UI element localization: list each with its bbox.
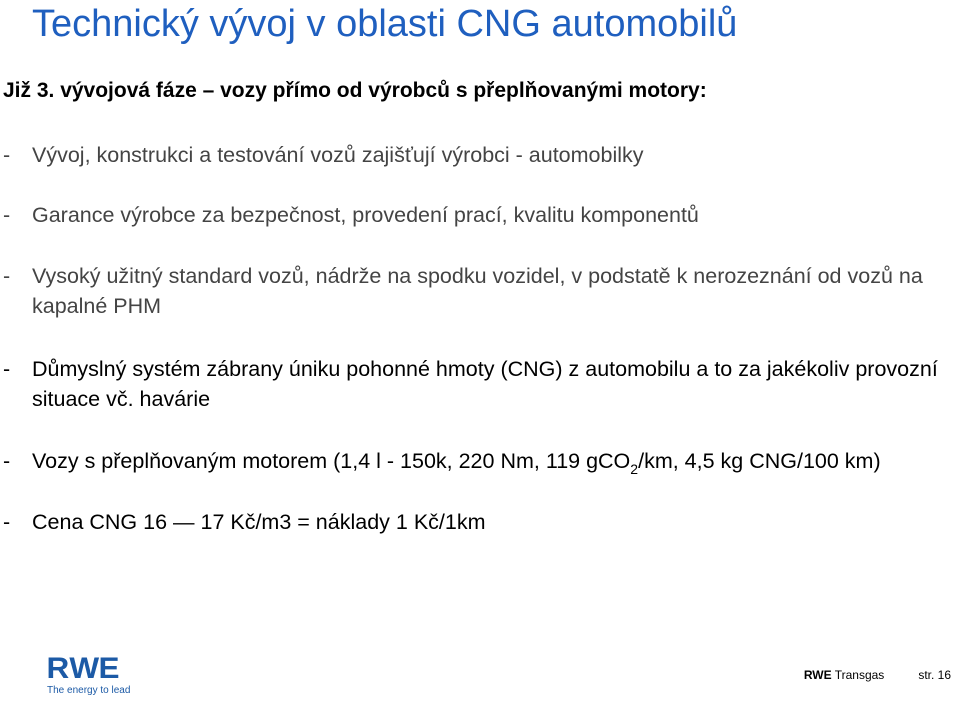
footer-company-rest: Transgas [831, 668, 885, 682]
rwe-logo-letter: R [46, 652, 69, 685]
bullet-dash: - [3, 357, 11, 381]
bullet-item-4 [3, 354, 960, 414]
slide-title: Technický vývoj v oblasti CNG automobilů [32, 3, 738, 45]
bullet-dash: - [3, 449, 11, 473]
rwe-logo-letter: W [68, 652, 98, 685]
bullet-text: Důmyslný systém zábrany úniku pohonné hmoty (CNG) z automobilu a to za jakékoliv provozní situace vč. havárie [32, 357, 938, 411]
bullet-text-before: Vozy s přeplňovaným motorem (1,4 l - 150k, 220 Nm, 119 gCO [32, 449, 631, 473]
bullet-text: Garance výrobce za bezpečnost, provedení prací, kvalitu komponentů [32, 203, 699, 227]
rwe-logo-word [46, 652, 137, 685]
bullet-text: Cena CNG 16 — 17 Kč/m3 = náklady 1 Kč/1km [32, 510, 486, 534]
bullet-item-2 [3, 200, 960, 230]
bullet-list [3, 140, 960, 537]
bullet-item-5 [3, 446, 960, 476]
bullet-item-3 [3, 261, 960, 321]
footer-company [804, 668, 884, 682]
footer-company-bold: RWE [803, 668, 832, 682]
rwe-logo-tagline: The energy to lead [47, 685, 131, 696]
bullet-item-1 [3, 140, 960, 170]
bullet-text-after: /km, 4,5 kg CNG/100 km) [638, 449, 881, 473]
bullet-dash: - [3, 264, 11, 288]
footer-page-number: str. 16 [918, 668, 951, 682]
slide-footer [804, 668, 951, 682]
bullet-text [32, 446, 960, 476]
bullet-dash: - [3, 203, 11, 227]
bullet-text: Vývoj, konstrukci a testování vozů zajišťují výrobci - automobilky [32, 143, 644, 167]
bullet-item-6 [3, 507, 960, 537]
bullet-dash: - [3, 510, 11, 534]
co2-subscript: 2 [630, 461, 639, 477]
bullet-dash: - [3, 143, 11, 167]
bullet-text: Vysoký užitný standard vozů, nádrže na spodku vozidel, v podstatě k nerozeznání od vozů na kapalné PHM [32, 264, 923, 318]
rwe-logo-letter: E [98, 652, 119, 685]
slide-subtitle: Již 3. vývojová fáze – vozy přímo od výrobců s přeplňovanými motory: [3, 79, 707, 102]
rwe-logo [46, 652, 137, 698]
